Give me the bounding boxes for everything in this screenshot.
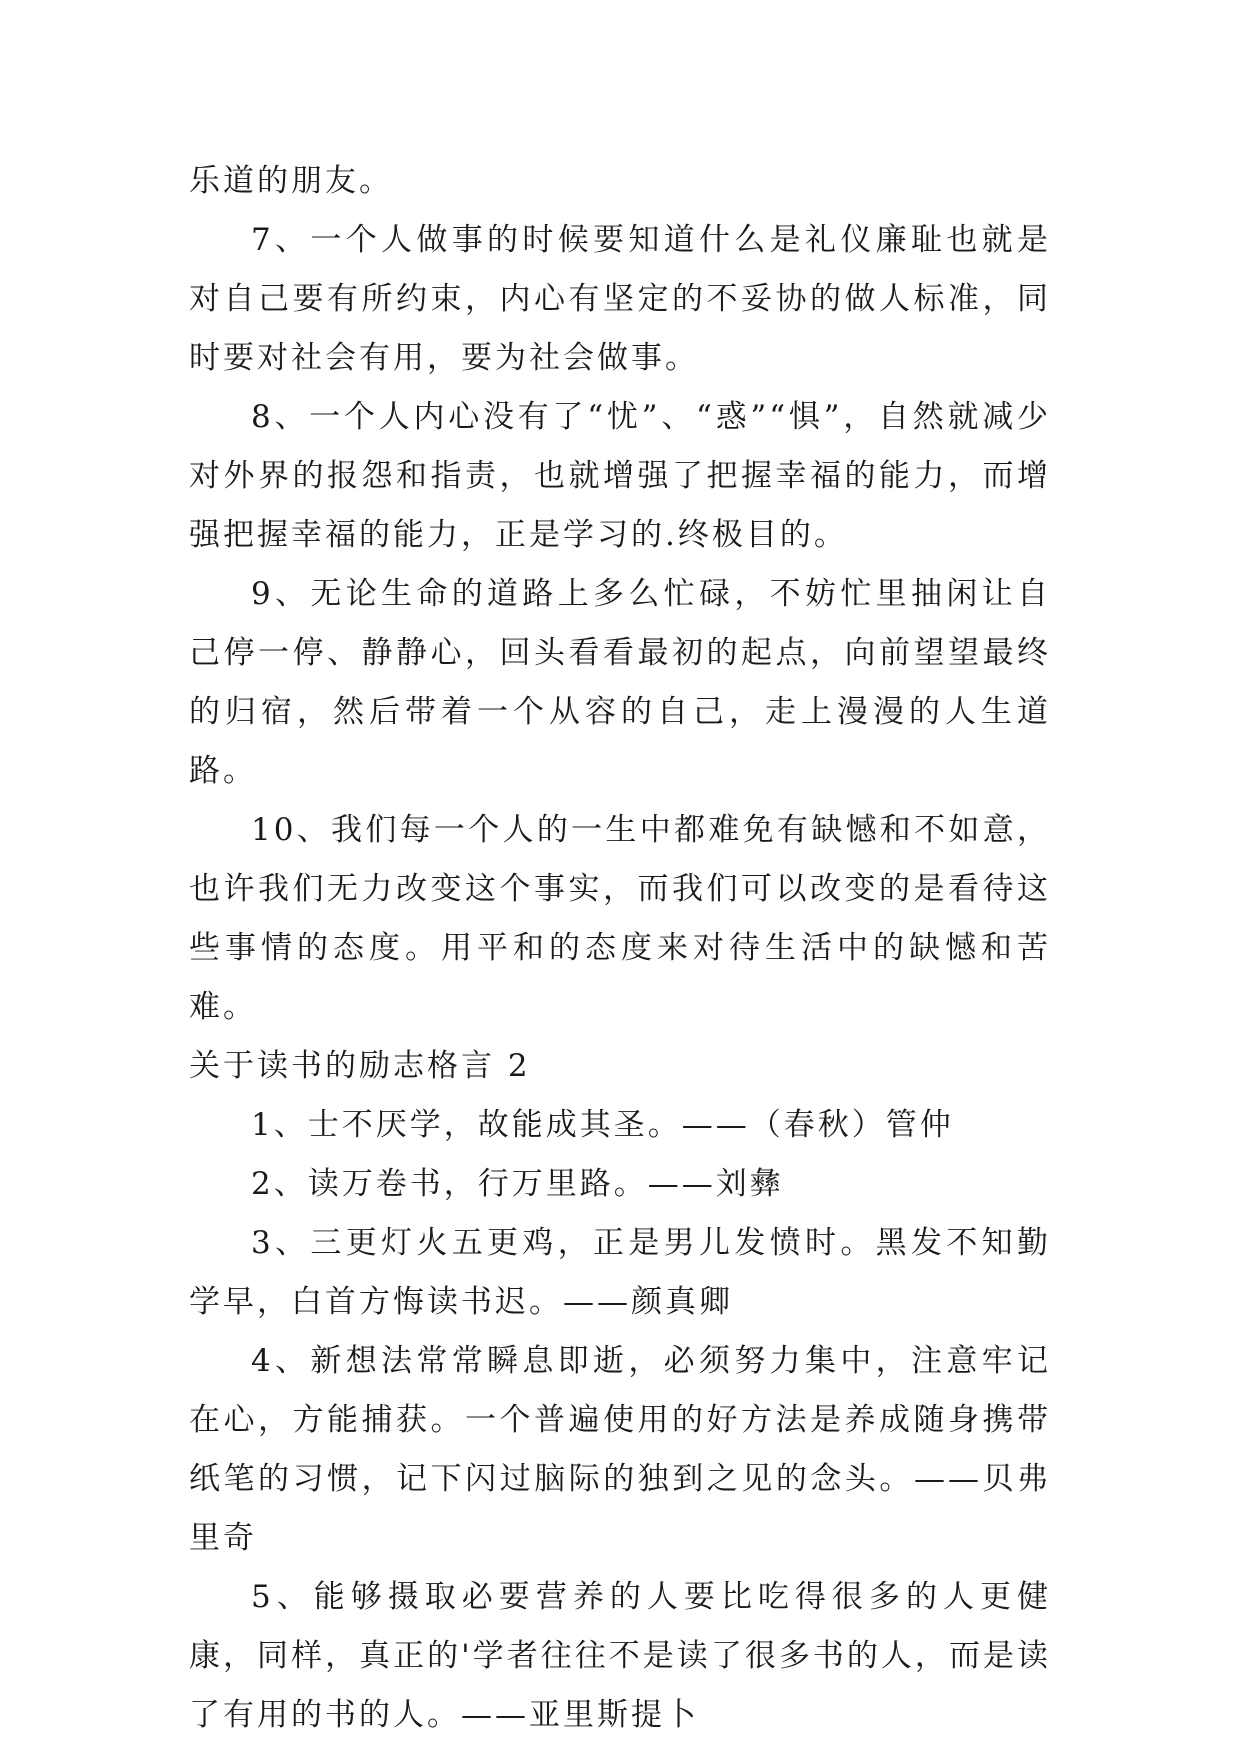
reading-quote-4: 4、新想法常常瞬息即逝，必须努力集中，注意牢记在心，方能捕获。一个普遍使用的好方法是养成随身携带纸笔的习惯，记下闪过脑际的独到之见的念头。——贝弗里奇 bbox=[189, 1343, 1051, 1556]
reading-quote-1: 1、士不厌学，故能成其圣。——（春秋）管仲 bbox=[251, 1107, 954, 1143]
reading-quote-3: 3、三更灯火五更鸡，正是男儿发愤时。黑发不知勤学早，白首方悔读书迟。——颜真卿 bbox=[189, 1225, 1051, 1320]
quote-item-8: 8、一个人内心没有了“忧”、“惑”“惧”，自然就减少对外界的报怨和指责，也就增强了把握幸福的能力，而增强把握幸福的能力，正是学习的.终极目的。 bbox=[189, 399, 1051, 553]
quote-item-9: 9、无论生命的道路上多么忙碌，不妨忙里抽闲让自己停一停、静静心，回头看看最初的起点，向前望望最终的归宿，然后带着一个从容的自己，走上漫漫的人生道路。 bbox=[189, 576, 1051, 789]
document-body bbox=[189, 152, 1051, 1745]
paragraph-continuation: 乐道的朋友。 bbox=[189, 163, 393, 199]
reading-quote-5: 5、能够摄取必要营养的人要比吃得很多的人更健康，同样，真正的'学者往往不是读了很多书的人，而是读了有用的书的人。——亚里斯提卜 bbox=[189, 1579, 1051, 1733]
quote-item-10: 10、我们每一个人的一生中都难免有缺憾和不如意，也许我们无力改变这个事实，而我们可以改变的是看待这些事情的态度。用平和的态度来对待生活中的缺憾和苦难。 bbox=[189, 812, 1051, 1025]
reading-quote-2: 2、读万卷书，行万里路。——刘彝 bbox=[251, 1166, 784, 1202]
quote-item-7: 7、一个人做事的时候要知道什么是礼仪廉耻也就是对自己要有所约束，内心有坚定的不妥协的做人标准，同时要对社会有用，要为社会做事。 bbox=[189, 222, 1051, 376]
section-heading: 关于读书的励志格言 2 bbox=[189, 1048, 531, 1084]
